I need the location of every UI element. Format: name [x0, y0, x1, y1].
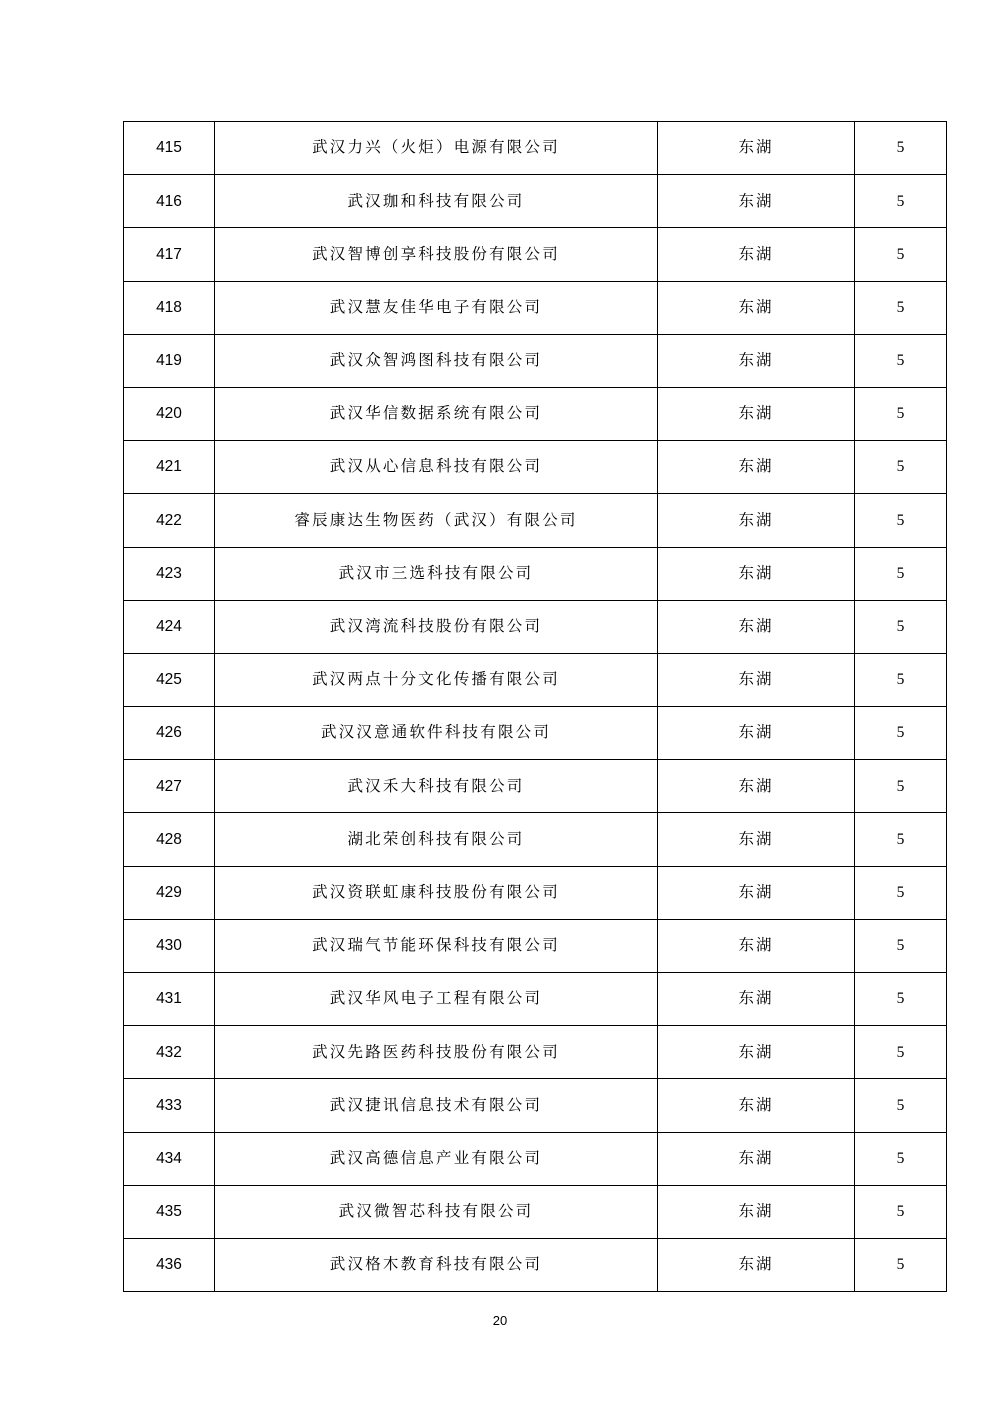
- row-number-cell: 425: [124, 653, 215, 706]
- district-cell: 东湖: [658, 653, 855, 706]
- row-number-cell: 430: [124, 919, 215, 972]
- row-number-cell: 422: [124, 494, 215, 547]
- company-table: [123, 121, 947, 1292]
- district-cell: 东湖: [658, 1079, 855, 1132]
- score-cell: 5: [855, 1026, 947, 1079]
- row-number-cell: 429: [124, 866, 215, 919]
- score-cell: 5: [855, 1238, 947, 1291]
- row-number-cell: 418: [124, 281, 215, 334]
- row-number-cell: 436: [124, 1238, 215, 1291]
- company-name-cell: 武汉格木教育科技有限公司: [215, 1238, 658, 1291]
- page-number: 20: [492, 1313, 508, 1328]
- table-row: [124, 228, 947, 281]
- district-cell: 东湖: [658, 494, 855, 547]
- row-number-cell: 423: [124, 547, 215, 600]
- score-cell: 5: [855, 919, 947, 972]
- table-row: [124, 1185, 947, 1238]
- district-cell: 东湖: [658, 175, 855, 228]
- row-number-cell: 419: [124, 334, 215, 387]
- company-table-body: [124, 122, 947, 1292]
- table-row: [124, 1079, 947, 1132]
- company-name-cell: 武汉湾流科技股份有限公司: [215, 600, 658, 653]
- score-cell: 5: [855, 1079, 947, 1132]
- score-cell: 5: [855, 494, 947, 547]
- company-name-cell: 武汉珈和科技有限公司: [215, 175, 658, 228]
- score-cell: 5: [855, 281, 947, 334]
- score-cell: 5: [855, 973, 947, 1026]
- district-cell: 东湖: [658, 334, 855, 387]
- company-name-cell: 睿辰康达生物医药（武汉）有限公司: [215, 494, 658, 547]
- row-number-cell: 432: [124, 1026, 215, 1079]
- district-cell: 东湖: [658, 547, 855, 600]
- score-cell: 5: [855, 1132, 947, 1185]
- company-name-cell: 武汉华信数据系统有限公司: [215, 387, 658, 440]
- company-name-cell: 武汉智博创享科技股份有限公司: [215, 228, 658, 281]
- row-number-cell: 426: [124, 707, 215, 760]
- table-row: [124, 441, 947, 494]
- district-cell: 东湖: [658, 441, 855, 494]
- table-row: [124, 122, 947, 175]
- score-cell: 5: [855, 600, 947, 653]
- district-cell: 东湖: [658, 919, 855, 972]
- table-row: [124, 813, 947, 866]
- score-cell: 5: [855, 707, 947, 760]
- district-cell: 东湖: [658, 387, 855, 440]
- company-name-cell: 武汉华风电子工程有限公司: [215, 973, 658, 1026]
- district-cell: 东湖: [658, 760, 855, 813]
- score-cell: 5: [855, 653, 947, 706]
- table-row: [124, 653, 947, 706]
- company-name-cell: 武汉两点十分文化传播有限公司: [215, 653, 658, 706]
- row-number-cell: 427: [124, 760, 215, 813]
- score-cell: 5: [855, 175, 947, 228]
- table-row: [124, 1026, 947, 1079]
- district-cell: 东湖: [658, 228, 855, 281]
- score-cell: 5: [855, 441, 947, 494]
- company-name-cell: 武汉众智鸿图科技有限公司: [215, 334, 658, 387]
- company-name-cell: 武汉慧友佳华电子有限公司: [215, 281, 658, 334]
- score-cell: 5: [855, 813, 947, 866]
- district-cell: 东湖: [658, 281, 855, 334]
- company-name-cell: 武汉瑞气节能环保科技有限公司: [215, 919, 658, 972]
- table-row: [124, 334, 947, 387]
- district-cell: 东湖: [658, 813, 855, 866]
- row-number-cell: 428: [124, 813, 215, 866]
- company-name-cell: 武汉从心信息科技有限公司: [215, 441, 658, 494]
- table-row: [124, 281, 947, 334]
- row-number-cell: 421: [124, 441, 215, 494]
- score-cell: 5: [855, 387, 947, 440]
- company-name-cell: 武汉资联虹康科技股份有限公司: [215, 866, 658, 919]
- district-cell: 东湖: [658, 600, 855, 653]
- table-row: [124, 547, 947, 600]
- company-name-cell: 武汉力兴（火炬）电源有限公司: [215, 122, 658, 175]
- score-cell: 5: [855, 547, 947, 600]
- table-row: [124, 919, 947, 972]
- row-number-cell: 431: [124, 973, 215, 1026]
- district-cell: 东湖: [658, 1026, 855, 1079]
- company-name-cell: 武汉高德信息产业有限公司: [215, 1132, 658, 1185]
- company-name-cell: 武汉微智芯科技有限公司: [215, 1185, 658, 1238]
- row-number-cell: 435: [124, 1185, 215, 1238]
- company-name-cell: 武汉捷讯信息技术有限公司: [215, 1079, 658, 1132]
- company-name-cell: 武汉禾大科技有限公司: [215, 760, 658, 813]
- row-number-cell: 420: [124, 387, 215, 440]
- table-row: [124, 600, 947, 653]
- table-row: [124, 973, 947, 1026]
- district-cell: 东湖: [658, 866, 855, 919]
- score-cell: 5: [855, 866, 947, 919]
- company-name-cell: 湖北荣创科技有限公司: [215, 813, 658, 866]
- score-cell: 5: [855, 228, 947, 281]
- company-name-cell: 武汉汉意通软件科技有限公司: [215, 707, 658, 760]
- score-cell: 5: [855, 760, 947, 813]
- company-name-cell: 武汉先路医药科技股份有限公司: [215, 1026, 658, 1079]
- company-name-cell: 武汉市三选科技有限公司: [215, 547, 658, 600]
- score-cell: 5: [855, 122, 947, 175]
- row-number-cell: 433: [124, 1079, 215, 1132]
- row-number-cell: 416: [124, 175, 215, 228]
- table-row: [124, 175, 947, 228]
- table-row: [124, 494, 947, 547]
- district-cell: 东湖: [658, 707, 855, 760]
- score-cell: 5: [855, 1185, 947, 1238]
- row-number-cell: 424: [124, 600, 215, 653]
- district-cell: 东湖: [658, 1238, 855, 1291]
- table-row: [124, 1132, 947, 1185]
- row-number-cell: 434: [124, 1132, 215, 1185]
- district-cell: 东湖: [658, 1132, 855, 1185]
- table-row: [124, 707, 947, 760]
- district-cell: 东湖: [658, 122, 855, 175]
- row-number-cell: 417: [124, 228, 215, 281]
- score-cell: 5: [855, 334, 947, 387]
- table-row: [124, 760, 947, 813]
- table-row: [124, 1238, 947, 1291]
- row-number-cell: 415: [124, 122, 215, 175]
- district-cell: 东湖: [658, 1185, 855, 1238]
- district-cell: 东湖: [658, 973, 855, 1026]
- table-row: [124, 387, 947, 440]
- table-row: [124, 866, 947, 919]
